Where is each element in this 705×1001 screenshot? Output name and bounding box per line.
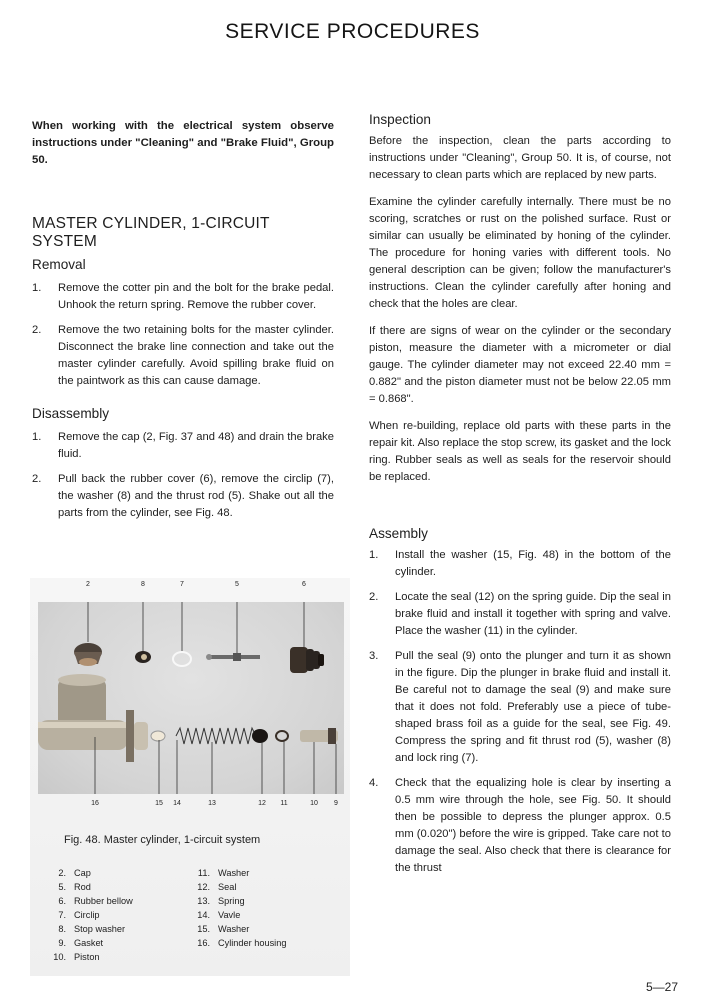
legend-label: Circlip — [74, 910, 100, 920]
legend-label: Stop washer — [74, 924, 126, 934]
piston-part — [300, 728, 338, 744]
legend-item — [44, 866, 133, 880]
legend-number: 10. — [53, 952, 66, 962]
callout-label: 9 — [334, 800, 338, 807]
legend-label: Washer — [218, 868, 250, 878]
legend-number: 5. — [58, 882, 66, 892]
legend-number: 2. — [58, 868, 66, 878]
legend-number: 12. — [197, 882, 210, 892]
left-column — [32, 118, 334, 530]
page-number: 5—27 — [645, 980, 678, 994]
legend-label: Spring — [218, 896, 245, 906]
legend-number: 7. — [58, 910, 66, 920]
assembly-step — [369, 547, 671, 581]
legend-item — [188, 908, 286, 922]
legend-item — [44, 922, 133, 936]
cap-part — [74, 643, 102, 666]
rod-part — [206, 653, 260, 661]
callout-label: 15 — [155, 800, 163, 807]
legend-label: Cylinder housing — [218, 938, 287, 948]
washer-15-part — [151, 731, 165, 741]
step-number: 2. — [32, 324, 42, 336]
legend-number: 13. — [197, 896, 210, 906]
page-title: SERVICE PROCEDURES — [225, 20, 480, 43]
assembly-step — [369, 648, 671, 767]
legend-number: 11. — [197, 868, 210, 878]
legend-label: Piston — [74, 952, 100, 962]
assembly-step — [369, 589, 671, 640]
callout-label: 12 — [258, 800, 266, 807]
legend-label: Vavle — [218, 910, 241, 920]
right-column — [369, 112, 671, 885]
legend-number: 16. — [197, 938, 210, 948]
cylinder-housing-part — [38, 674, 148, 762]
removal-heading: Removal — [32, 257, 86, 272]
intro-note: When working with the electrical system observe instructions under "Cleaning" and "Brake Fluid", Group 50. — [32, 120, 334, 166]
legend-item — [44, 936, 133, 950]
legend-label: Rubber bellow — [74, 896, 133, 906]
callout-label: 10 — [310, 800, 318, 807]
legend-item — [188, 894, 286, 908]
legend-label: Seal — [218, 882, 237, 892]
callout-label: 11 — [280, 800, 288, 807]
parts-legend-right — [188, 866, 286, 950]
callout-label: 2 — [86, 581, 90, 588]
circlip-part — [173, 652, 191, 666]
step-number: 3. — [369, 650, 379, 662]
washer-11-part — [276, 731, 288, 741]
rubber-bellow-part — [290, 647, 324, 673]
spring-part — [176, 728, 256, 744]
step-text: Remove the cotter pin and the bolt for the brake pedal. Unhook the return spring. Remove the rubber cover. — [58, 282, 334, 311]
legend-label: Cap — [74, 868, 91, 878]
legend-number: 6. — [58, 896, 66, 906]
step-text: Pull the seal (9) onto the plunger and turn it as shown in the figure. Dip the plunger in brake fluid and install it. Be careful not to damage the seal (9) and make sure that it does not fold. Preferably use a piece of tube-shaped brass foil as a guide for the seal, see Fig. 49. Compress the spring and fit thrust rod (5), washer (8) and lock ring (7). — [395, 650, 671, 764]
step-text: Pull back the rubber cover (6), remove the circlip (7), the washer (8) and the thrust rod (5). Shake out all the parts from the cylinder, see Fig. 48. — [58, 473, 334, 519]
callout-label: 8 — [141, 581, 145, 588]
legend-label: Washer — [218, 924, 250, 934]
callout-label: 7 — [180, 581, 184, 588]
removal-step — [32, 280, 334, 314]
step-text: Install the washer (15, Fig. 48) in the bottom of the cylinder. — [395, 549, 671, 578]
step-number: 2. — [369, 591, 379, 603]
step-text: Remove the two retaining bolts for the master cylinder. Disconnect the brake line connection and take out the master cylinder carefully. Avoid spilling brake fluid on the paintwork as this can cause damage. — [58, 324, 334, 387]
callout-label: 16 — [91, 800, 99, 807]
removal-step — [32, 322, 334, 390]
inspection-paragraph: Before the inspection, clean the parts according to instructions under "Cleaning", Group 50. It is, of course, not necessary to clean parts which are replaced by new parts. — [369, 135, 671, 181]
stop-washer-part — [135, 651, 151, 663]
legend-label: Rod — [74, 882, 91, 892]
disassembly-steps — [32, 429, 334, 522]
legend-item — [44, 950, 133, 964]
step-number: 1. — [369, 549, 379, 561]
legend-item — [188, 866, 286, 880]
callout-label: 14 — [173, 800, 181, 807]
section-title: MASTER CYLINDER, 1-CIRCUIT SYSTEM — [32, 215, 270, 250]
legend-item — [188, 936, 286, 950]
parts-legend-left — [44, 866, 133, 964]
step-text: Locate the seal (12) on the spring guide. Dip the seal in brake fluid and install it together with spring and valve. Place the washer (11) in the cylinder. — [395, 591, 671, 637]
disassembly-step — [32, 471, 334, 522]
inspection-paragraph: If there are signs of wear on the cylinder or the secondary piston, measure the diameter with a micrometer or dial gauge. The cylinder diameter may not exceed 22.40 mm = 0.882" and the piston diameter must not be below 22.05 mm = 0.868". — [369, 325, 671, 405]
legend-item — [44, 908, 133, 922]
step-text: Remove the cap (2, Fig. 37 and 48) and drain the brake fluid. — [58, 431, 334, 460]
callout-label: 5 — [235, 581, 239, 588]
legend-item — [44, 894, 133, 908]
legend-item — [188, 922, 286, 936]
legend-number: 14. — [197, 910, 210, 920]
inspection-heading: Inspection — [369, 112, 431, 127]
seal-12-part — [252, 729, 268, 743]
legend-number: 8. — [58, 924, 66, 934]
removal-steps — [32, 280, 334, 390]
legend-number: 15. — [197, 924, 210, 934]
disassembly-heading: Disassembly — [32, 406, 110, 421]
figure-caption: Fig. 48. Master cylinder, 1-circuit system — [64, 834, 261, 846]
inspection-paragraph: When re-building, replace old parts with these parts in the repair kit. Also replace the stop screw, its gasket and the lock ring. Rubber seals as well as seals for the reservoir should be replaced. — [369, 420, 671, 483]
callout-label: 6 — [302, 581, 306, 588]
step-number: 1. — [32, 431, 42, 443]
assembly-step — [369, 775, 671, 877]
step-number: 2. — [32, 473, 42, 485]
legend-item — [44, 880, 133, 894]
disassembly-step — [32, 429, 334, 463]
assembly-steps — [369, 547, 671, 877]
legend-item — [188, 880, 286, 894]
assembly-heading: Assembly — [369, 526, 428, 541]
callout-label: 13 — [208, 800, 216, 807]
legend-label: Gasket — [74, 938, 104, 948]
step-number: 4. — [369, 777, 379, 789]
legend-number: 9. — [58, 938, 66, 948]
step-number: 1. — [32, 282, 42, 294]
exploded-view-photo — [38, 602, 344, 794]
master-cylinder-parts-illustration — [38, 602, 344, 794]
inspection-paragraph: Examine the cylinder carefully internally. There must be no scoring, scratches or rust on the polished surface. Rust or similar can usually be eliminated by honing of the cylinder. The procedure for honing varies with different tools. No general description can be given; follow the manufacturer's instructions. Clean the cylinder carefully after honing and check that the holes are clear. — [369, 196, 671, 310]
figure-48 — [30, 578, 350, 976]
step-text: Check that the equalizing hole is clear by inserting a 0.5 mm wire through the hole, see Fig. 50. It should then be possible to depress the plunger approx. 0.5 mm (0.020") before the wire is gripped. Take care not to damage the seal. Also check that there is clearance for the thrust — [395, 777, 671, 874]
